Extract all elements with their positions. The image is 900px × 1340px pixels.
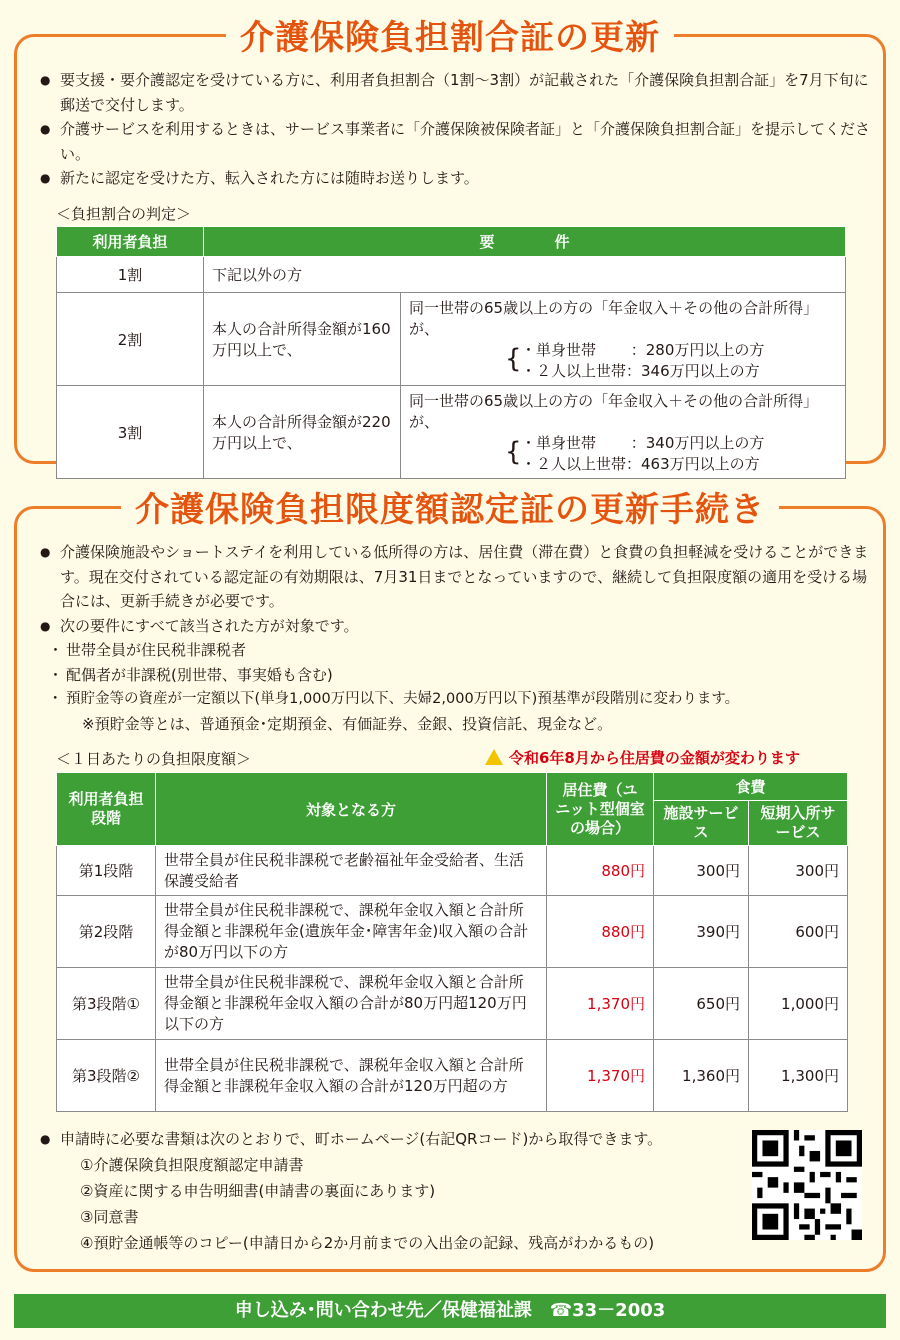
requirement-item: ・ 世帯全員が住民税非課税者 (40, 638, 870, 663)
bullet-item: ● 介護保険施設やショートステイを利用している低所得の方は、居住費（滞在費）と食費の負担軽減を受けることができます。現在交付されている認定証の有効期限は、7月31日までとなっていますので、継続して負担限度額の適用を受ける場合には、更新手続きが必要です。 (40, 540, 870, 614)
header-housing: 居住費（ユニット型個室の場合） (547, 773, 654, 846)
header-ratio: 利用者負担 (57, 227, 204, 257)
household-condition-text: 同一世帯の65歳以上の方の「年金収入＋その他の合計所得」が、 (409, 392, 819, 431)
document-item: ①介護保険負担限度額認定申請書 (80, 1156, 304, 1174)
stage-cell: 第1段階 (57, 846, 156, 896)
ratio-cell: 1割 (57, 257, 204, 293)
section1-title: 介護保険負担割合証の更新 (0, 10, 900, 59)
requirement-item: ・ 配偶者が非課税(別世帯、事実婚も含む) (40, 663, 870, 688)
header-facility: 施設サービス (654, 801, 749, 846)
warning-icon (485, 749, 503, 765)
qr-code-icon[interactable] (752, 1130, 862, 1240)
housing-cell: 880円 (547, 896, 654, 968)
stage-cell: 第3段階① (57, 968, 156, 1040)
section2-bullets (40, 540, 870, 736)
burden-ratio-table (56, 226, 846, 479)
ratio-cell: 2割 (57, 293, 204, 386)
target-cell: 世帯全員が住民税非課税で、課税年金収入額と合計所得金額と非課税年金(遺族年金･障害年金)収入額の合計が80万円以下の方 (156, 896, 547, 968)
table-row (57, 846, 848, 896)
stage-cell: 第2段階 (57, 896, 156, 968)
housing-cell: 1,370円 (547, 1040, 654, 1112)
requirement-item: ・ 預貯金等の資産が一定額以下(単身1,000万円以下、夫婦2,000万円以下)預基準が段階別に変わります。 (40, 687, 870, 712)
section1-bullets (40, 68, 870, 191)
table2-caption: ＜１日あたりの負担限度額＞ (56, 750, 252, 768)
required-documents (40, 1126, 730, 1256)
short-stay-cell: 1,000円 (749, 968, 848, 1040)
condition-cell: 本人の合計所得金額が160万円以上で、 (204, 293, 401, 386)
limit-amount-table (56, 772, 848, 1112)
price-change-warning: 令和6年8月から住居費の金額が変わります (485, 747, 800, 768)
table1-caption: ＜負担割合の判定＞ (56, 205, 192, 223)
facility-cell: 650円 (654, 968, 749, 1040)
documents-intro: ● 申請時に必要な書類は次のとおりで、町ホームページ(右記QRコード)から取得できます。 (40, 1126, 730, 1152)
bullet-item: ● 要支援・要介護認定を受けている方に、利用者負担割合（1割〜3割）が記載された「介護保険負担割合証」を7月下旬に郵送で交付します。 (40, 68, 870, 117)
document-item: ④預貯金通帳等のコピー(申請日から2か月前までの入出金の記録、残高がわかるもの) (80, 1234, 655, 1252)
facility-cell: 1,360円 (654, 1040, 749, 1112)
bullet-item: ● 次の要件にすべて該当された方が対象です。 (40, 614, 870, 639)
table-row (57, 896, 848, 968)
household-condition-cell (401, 386, 846, 479)
short-stay-cell: 1,300円 (749, 1040, 848, 1112)
document-item: ②資産に関する申告明細書(申請書の裏面にあります) (80, 1182, 436, 1200)
condition-cell: 本人の合計所得金額が220万円以上で、 (204, 386, 401, 479)
short-stay-cell: 300円 (749, 846, 848, 896)
multi-household-condition: ・２人以上世帯：463万円以上の方 (521, 455, 760, 473)
table-row (57, 386, 846, 479)
brace-mark: { (505, 437, 522, 467)
document-item: ③同意書 (80, 1208, 139, 1226)
single-household-condition: ・単身世帯 ：340万円以上の方 (521, 434, 765, 452)
header-short: 短期入所サービス (749, 801, 848, 846)
short-stay-cell: 600円 (749, 896, 848, 968)
table-row (57, 293, 846, 386)
single-household-condition: ・単身世帯 ：280万円以上の方 (521, 341, 765, 359)
table-row (57, 1040, 848, 1112)
section2-title: 介護保険負担限度額認定証の更新手続き (0, 482, 900, 531)
target-cell: 世帯全員が住民税非課税で、課税年金収入額と合計所得金額と非課税年金収入額の合計が120万円超の方 (156, 1040, 547, 1112)
ratio-cell: 3割 (57, 386, 204, 479)
housing-cell: 1,370円 (547, 968, 654, 1040)
header-food: 食費 (654, 773, 848, 801)
facility-cell: 390円 (654, 896, 749, 968)
brace-mark: { (505, 344, 522, 374)
target-cell: 世帯全員が住民税非課税で老齢福祉年金受給者、生活保護受給者 (156, 846, 547, 896)
housing-cell: 880円 (547, 846, 654, 896)
savings-note: ※預貯金等とは、普通預金･定期預金、有価証券、金銀、投資信託、現金など。 (82, 714, 613, 733)
multi-household-condition: ・２人以上世帯：346万円以上の方 (521, 362, 760, 380)
bullet-item: ● 新たに認定を受けた方、転入された方には随時お送りします。 (40, 166, 870, 191)
contact-footer: 申し込み･問い合わせ先／保健福祉課 ☎33－2003 (14, 1294, 886, 1328)
header-target: 対象となる方 (156, 773, 547, 846)
facility-cell: 300円 (654, 846, 749, 896)
table-row (57, 968, 848, 1040)
household-condition-cell (401, 293, 846, 386)
target-cell: 世帯全員が住民税非課税で、課税年金収入額と合計所得金額と非課税年金収入額の合計が80万円超120万円以下の方 (156, 968, 547, 1040)
household-condition-text: 同一世帯の65歳以上の方の「年金収入＋その他の合計所得」が、 (409, 299, 819, 338)
header-stage: 利用者負担段階 (57, 773, 156, 846)
stage-cell: 第3段階② (57, 1040, 156, 1112)
bullet-item: ● 介護サービスを利用するときは、サービス事業者に「介護保険被保険者証」と「介護保険負担割合証」を提示してください。 (40, 117, 870, 166)
condition-cell: 下記以外の方 (204, 257, 846, 293)
table-row (57, 257, 846, 293)
header-requirements: 要 件 (204, 227, 846, 257)
